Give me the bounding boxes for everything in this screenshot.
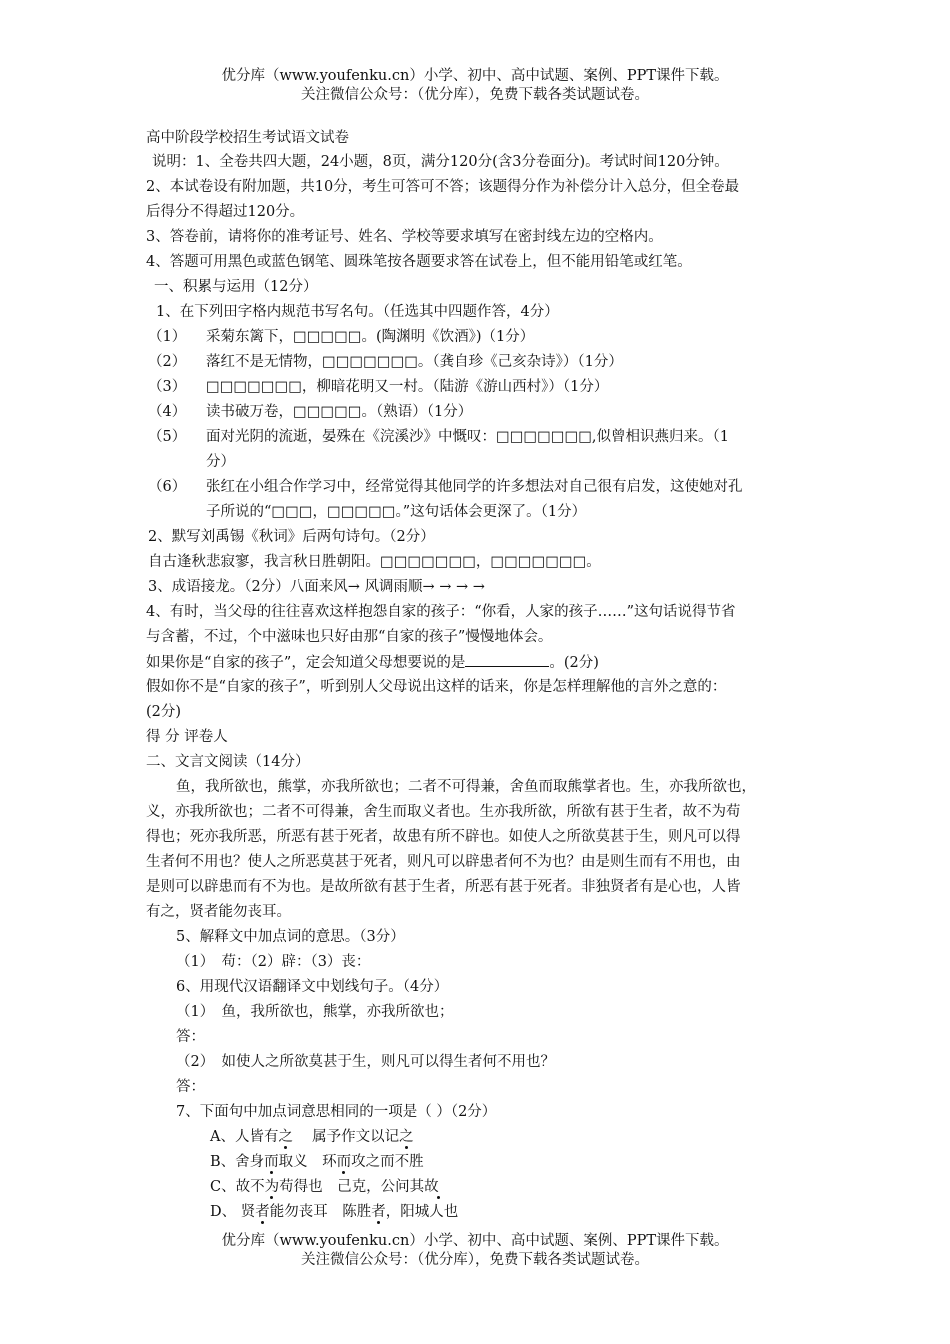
question-1-item xyxy=(148,427,729,447)
prompt-score: 。(2分) xyxy=(549,655,599,671)
item-text: 面对光阴的流逝，晏殊在《浣溪沙》中慨叹：□□□□□□□,似曾相识燕归来。（1 xyxy=(206,429,729,445)
dotted-word: 者 xyxy=(255,1204,270,1220)
option-d xyxy=(210,1202,458,1222)
option-text: B、舍身 xyxy=(210,1154,265,1170)
question-4-cont: 与含蓄，不过，个中滋味也只好由那“自家的孩子”慢慢地体会。 xyxy=(146,629,553,645)
answer-label: 答： xyxy=(176,1079,205,1095)
option-text: C、故不 xyxy=(210,1179,265,1195)
instruction-3: 3、答卷前，请将你的准考证号、姓名、学校等要求填写在密封线左边的空格内。 xyxy=(146,229,663,245)
dotted-word: 者 xyxy=(371,1204,386,1220)
dotted-word: 之 xyxy=(399,1129,414,1145)
item-text: 分） xyxy=(206,454,235,470)
question-6-item-1: （1） 鱼，我所欲也，熊掌，亦我所欲也； xyxy=(176,1004,454,1020)
question-4-prompt-2: 假如你不是“自家的孩子”，听到别人父母说出这样的话来，你是怎样理解他的言外之意的： xyxy=(146,679,727,695)
question-7: 7、下面句中加点词意思相同的一项是（ ）（2分） xyxy=(176,1104,497,1120)
option-text: A、人皆有 xyxy=(210,1129,279,1145)
footer-line-1: 优分库（www.youfenku.cn）小学、初中、高中试题、案例、PPT课件下载。 xyxy=(221,1233,729,1249)
option-a xyxy=(210,1127,414,1147)
option-b xyxy=(210,1152,424,1172)
item-number: （3） xyxy=(148,379,187,395)
question-1-item xyxy=(148,402,472,422)
question-2: 2、默写刘禹锡《秋词》后两句诗句。（2分） xyxy=(148,529,435,545)
question-5: 5、解释文中加点词的意思。（3分） xyxy=(176,929,405,945)
option-text: 苟得也 己克，公问其故 xyxy=(279,1179,439,1195)
item-number: （6） xyxy=(148,479,187,495)
dotted-word: 而 xyxy=(336,1154,352,1170)
question-1-item xyxy=(148,477,743,497)
answer-label: 答： xyxy=(176,1029,205,1045)
question-6-item-2: （2） 如使人之所欲莫甚于生，则凡可以得生者何不用也？ xyxy=(176,1054,555,1070)
item-text: 张红在小组合作学习中，经常觉得其他同学的许多想法对自己很有启发，这使她对孔 xyxy=(206,479,743,495)
prompt-text: 如果你是“自家的孩子”，定会知道父母想要说的是 xyxy=(146,655,466,671)
item-text: □□□□□□□，柳暗花明又一村。（陆游《游山西村》）（1分） xyxy=(206,379,609,395)
question-4-score: (2分) xyxy=(146,704,182,720)
question-1-item xyxy=(148,502,586,522)
dotted-word: 而 xyxy=(264,1154,279,1170)
passage-line: 鱼，我所欲也，熊掌，亦我所欲也；二者不可得兼，舍鱼而取熊掌者也。生，亦我所欲也， xyxy=(176,779,756,795)
instruction-2-cont: 后得分不得超过120分。 xyxy=(146,204,305,220)
instruction-2: 2、本试卷设有附加题，共10分，考生可答可不答；该题得分作为补偿分计入总分，但全卷最 xyxy=(146,179,740,195)
item-text: 采菊东篱下，□□□□□。(陶渊明《饮酒》)（1分） xyxy=(206,329,535,345)
score-row: 得 分 评卷人 xyxy=(146,729,228,745)
option-text: ，阳城人也 xyxy=(385,1204,459,1220)
answer-blank[interactable] xyxy=(465,652,549,667)
part2-title: 二、文言文阅读（14分） xyxy=(146,754,310,770)
option-text: 能勿丧耳 陈胜 xyxy=(269,1204,372,1220)
option-text: 取义 环 xyxy=(278,1154,337,1170)
instruction-1: 说明：1、全卷共四大题，24小题，8页，满分120分(含3分卷面分)。考试时间120分钟。 xyxy=(152,154,729,170)
item-number: （4） xyxy=(148,404,187,420)
passage-line: 义，亦我所欲也；二者不可得兼，舍生而取义者也。生亦我所欲，所欲有甚于生者，故不为苟 xyxy=(146,804,741,820)
question-4: 4、有时，当父母的往往喜欢这样抱怨自家的孩子：“你看，人家的孩子……”这句话说得节省 xyxy=(146,604,736,620)
question-4-prompt-1 xyxy=(146,652,599,673)
passage-line: 有之，贤者能勿丧耳。 xyxy=(146,904,291,920)
instruction-4: 4、答题可用黑色或蓝色钢笔、圆珠笔按各题要求答在试卷上，但不能用铅笔或红笔。 xyxy=(146,254,692,270)
header-line-1: 优分库（www.youfenku.cn）小学、初中、高中试题、案例、PPT课件下载。 xyxy=(221,68,729,84)
item-number: （5） xyxy=(148,429,187,445)
part1-title: 一、积累与运用（12分） xyxy=(154,279,318,295)
question-3: 3、成语接龙。（2分）八面来风→ 风调雨顺→ → → → xyxy=(148,579,485,595)
exam-title: 高中阶段学校招生考试语文试卷 xyxy=(146,130,349,146)
item-number: （2） xyxy=(148,354,187,370)
option-text: 攻之而不胜 xyxy=(351,1154,424,1170)
passage-line: 生者何不用也？使人之所恶莫甚于死者，则凡可以辟患者何不为也？由是则生而有不用也，由 xyxy=(146,854,741,870)
option-text: 属予作文以记 xyxy=(292,1129,400,1145)
question-1: 1、在下列田字格内规范书写名句。（任选其中四题作答，4分） xyxy=(156,304,559,320)
item-text: 读书破万卷，□□□□□。（熟语）（1分） xyxy=(206,404,473,420)
question-5-items: （1） 苟：（2）辟：（3）丧： xyxy=(176,954,371,970)
dotted-word: 为 xyxy=(264,1179,280,1195)
item-text: 落红不是无情物，□□□□□□□。（龚自珍《己亥杂诗》）（1分） xyxy=(206,354,623,370)
question-6: 6、用现代汉语翻译文中划线句子。（4分） xyxy=(176,979,449,995)
question-1-item xyxy=(148,327,534,347)
question-2-line: 自古逢秋悲寂寥，我言秋日胜朝阳。□□□□□□□，□□□□□□□。 xyxy=(148,554,601,570)
option-c xyxy=(210,1177,439,1197)
question-1-item xyxy=(148,452,235,472)
passage-line: 是则可以辟患而有不为也。是故所欲有甚于生者，所恶有甚于死者。非独贤者有是心也，人皆 xyxy=(146,879,741,895)
question-1-item xyxy=(148,352,623,372)
option-text: D、 贤 xyxy=(210,1204,256,1220)
header-line-2: 关注微信公众号：（优分库），免费下载各类试题试卷。 xyxy=(301,87,649,103)
item-text: 子所说的“□□□，□□□□□。”这句话体会更深了。（1分） xyxy=(206,504,587,520)
passage-line: 得也；死亦我所恶，所恶有甚于死者，故患有所不辟也。如使人之所欲莫甚于生，则凡可以得 xyxy=(146,829,741,845)
question-1-item xyxy=(148,377,608,397)
dotted-word: 之 xyxy=(278,1129,293,1145)
item-number: （1） xyxy=(148,329,187,345)
footer-line-2: 关注微信公众号：（优分库），免费下载各类试题试卷。 xyxy=(301,1252,649,1268)
